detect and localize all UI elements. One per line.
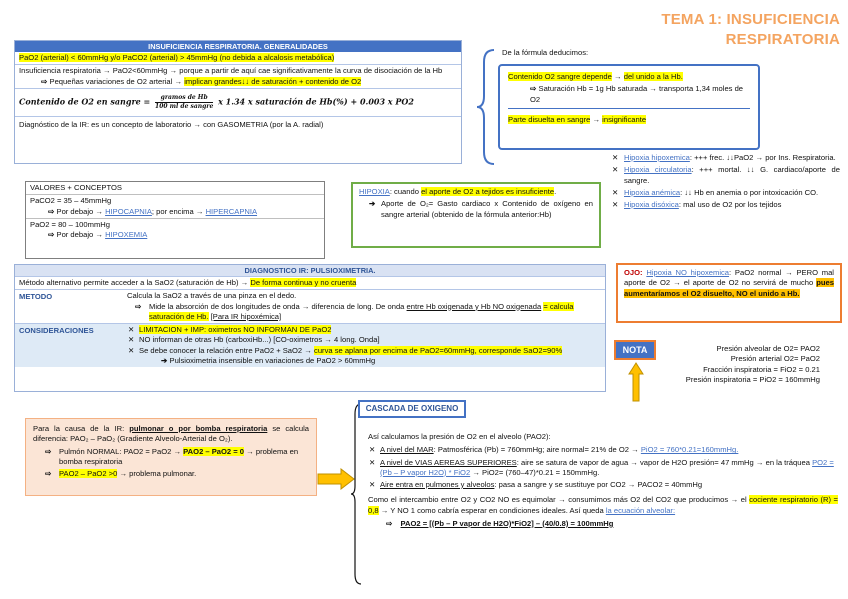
arrow-right-icon: → xyxy=(103,66,111,76)
ir-line-c: porque a partir de aquí cae significativamente la curva de disociación de la Hb xyxy=(179,66,443,76)
causa-line2-a: Pulmón NORMAL: PAO2 = PaO2 → xyxy=(59,446,182,456)
cascada-title: CASCADA DE OXIGENO xyxy=(358,400,466,418)
diagnostico-intro xyxy=(15,276,605,289)
pao2-row xyxy=(26,219,324,242)
causa-line1-c: se calcula diferencia: PAO₂ – PaO₂ (Gradiente Alveolo-Arterial de O₂). xyxy=(33,424,309,444)
valores-box xyxy=(25,181,325,259)
metodo-line-1: Calcula la SaO2 a través de una pinza en el dedo. xyxy=(127,291,297,301)
cascada-item2-b: : aire se satura de vapor de agua → vapor de H2O presión= 47 mmHg xyxy=(516,457,754,467)
contenido-line1-a: Contenido O2 sangre depende xyxy=(508,72,612,81)
cascada-item2-c: → en la tráquea xyxy=(755,457,810,467)
nota-badge: NOTA xyxy=(614,340,656,360)
formula-fraction xyxy=(155,94,213,111)
arrow-right-icon: → xyxy=(95,230,103,239)
double-arrow-icon: ⇨ xyxy=(386,518,393,528)
disuelta-b: insignificante xyxy=(602,114,647,124)
aporte-line xyxy=(359,199,593,220)
ojo-box xyxy=(616,263,842,323)
formula-rhs: x 1.34 x saturación de Hb(%) + 0.003 x PO2 xyxy=(218,96,414,107)
hipoxia-type-name[interactable]: Hipoxia disóxica xyxy=(624,200,679,209)
consideraciones-label: CONSIDERACIONES xyxy=(19,326,94,335)
formula-lhs: Contenido de O2 en sangre = xyxy=(19,96,151,107)
causa-line3-a: PAO2 – PaO2 >0 xyxy=(59,469,118,478)
cascada-item2-a: A nivel de VIAS AEREAS SUPERIORES xyxy=(380,457,517,467)
metodo-line-2b: entre Hb oxigenada y Hb NO oxigenada xyxy=(406,301,542,311)
arrow-right-icon: → xyxy=(174,76,183,86)
causa-line3-b: → problema pulmonar. xyxy=(119,469,197,478)
x-bullet-icon: ✕ xyxy=(612,187,619,197)
diagnostico-box xyxy=(14,264,606,392)
causa-line1-b: pulmonar o por bomba respiratoria xyxy=(129,424,268,433)
list-item xyxy=(612,165,840,186)
nota-line: Fracción inspiratoria = FiO2 = 0.21 xyxy=(703,364,820,374)
metodo-row xyxy=(15,289,605,323)
pao2-value: PaO2 = 80 – 100mmHg xyxy=(30,219,110,229)
list-item xyxy=(612,200,840,210)
list-item xyxy=(368,480,838,490)
contenido-line1-b: del unido a la Hb. xyxy=(623,72,683,81)
consid-2a: NO informan de otras Hb (carboxiHb...) xyxy=(139,335,272,345)
arrow-right-icon: → xyxy=(95,206,103,216)
consideraciones-values xyxy=(123,324,605,367)
diagnostico-header: DIAGNOSTICO IR: PULSIOXIMETRIA. xyxy=(15,265,605,276)
double-arrow-icon: ⇨ xyxy=(45,446,52,456)
causa-box xyxy=(25,418,317,496)
ojo-label: OJO: xyxy=(624,268,643,277)
contenido-box xyxy=(498,64,760,150)
hipoxia-type-name[interactable]: Hipoxia anémica xyxy=(624,187,681,197)
cascada-item3-b: : pasa a sangre y se sustituye por CO2 → PACO2 = 40mmHg xyxy=(494,480,703,489)
cascada-item2-d[interactable]: PO2 = (Pb – P vapor H2O) * FiO2 xyxy=(380,457,834,477)
metodo-line-2a: Mide la absorción de dos longitudes de onda → diferencia de long. De onda xyxy=(149,301,405,311)
formula-numerator: gramos de Hb xyxy=(155,94,213,103)
list-item xyxy=(127,325,601,335)
cascada-exchange-d[interactable]: la ecuación alveolar: xyxy=(605,505,676,515)
cascada-item1-a: A nivel del MAR xyxy=(380,445,434,455)
valores-header: VALORES + CONCEPTOS xyxy=(26,182,324,195)
curly-brace-icon xyxy=(350,402,362,586)
arrow-bullet-icon: ➔ xyxy=(161,355,168,365)
paco2-below: Por debajo xyxy=(56,206,94,216)
hipoxia-type-text: : ↓↓ Hb en anemia o por intoxicación CO. xyxy=(680,187,819,197)
diagnosis-b: con GASOMETRIA (por la A. radial) xyxy=(203,119,324,129)
causa-line2 xyxy=(33,447,309,468)
paco2-row xyxy=(26,195,324,219)
cascada-exchange xyxy=(368,495,838,516)
ir-line-b: PaO2<60mmHg xyxy=(112,66,168,76)
generalidades-definition-row xyxy=(15,52,461,65)
arrow-bullet-icon: ➔ xyxy=(369,199,376,209)
cascada-exchange-a: Como el intercambio entre O2 y CO2 NO es equimolar → consumimos más O2 del CO2 que producimos → el xyxy=(368,495,747,505)
x-bullet-icon: ✕ xyxy=(128,335,135,345)
hipoxia-types-list xyxy=(612,153,840,212)
hipoxia-type-name[interactable]: Hipoxia hipoxemica xyxy=(624,153,690,162)
paco2-value: PaCO2 = 35 – 45mmHg xyxy=(30,196,112,206)
cascada-item3-a: Aire entra en pulmones y alveolos xyxy=(380,480,495,489)
disuelta-a: Parte disuelta en sangre xyxy=(508,114,591,124)
cascada-intro: Así calculamos la presión de O2 en el alveolo (PAO2): xyxy=(368,432,551,441)
arrow-right-icon: → xyxy=(614,72,622,81)
double-arrow-icon: ⇨ xyxy=(41,76,48,86)
generalidades-definition: PaO2 (arterial) < 60mmHg y/o PaCO2 (arterial) > 45mmHg (no debida a alcalosis metabólica) xyxy=(19,53,335,62)
pao2-below: Por debajo xyxy=(56,230,94,239)
paco2-above: ; por encima xyxy=(151,206,194,216)
ojo-hipoxia-link[interactable]: Hipoxia NO hipoxemica xyxy=(646,268,730,277)
cascada-item1-c[interactable]: PiO2 = 760*0.21=160mmHg. xyxy=(640,445,739,455)
cascada-item1-b: : Patmosférica (Pb) = 760mmHg; aire normal= 21% de O2 → xyxy=(433,445,639,455)
cascada-exchange-c: → Y NO 1 como cabría esperar en condiciones ideales. Así queda xyxy=(380,505,604,515)
hipoxia-def-b: el aporte de O2 a tejidos es insuficiente xyxy=(421,187,555,196)
double-arrow-icon: ⇨ xyxy=(48,230,55,239)
causa-line1-a: Para la causa de la IR: xyxy=(33,424,125,433)
diagnostico-intro-b: De forma continua y no cruenta xyxy=(250,278,357,287)
double-arrow-icon: ⇨ xyxy=(48,206,55,216)
list-item xyxy=(127,335,601,345)
list-item xyxy=(612,188,840,198)
nota-line: Presión inspiratoria = PiO2 = 160mmHg xyxy=(685,374,820,384)
hipoxia-type-text: : +++ frec. ↓↓PaO2 → por Ins. Respiratoria. xyxy=(689,153,836,162)
consid-3b: curva se aplana por encima de PaO2=60mmHg, corresponde SaO2=90% xyxy=(314,345,563,355)
curly-brace-icon xyxy=(476,48,496,166)
hipoxia-type-text: : mal uso de O2 por los tejidos xyxy=(678,200,782,209)
hipoxia-box: HIPOXIA: cuando el aporte de O2 a tejidos es insuficiente. ➔ Aporte de O₂= Gasto cardiaco x Contenido de oxígeno en sangre arterial (obtenido de la fórmula anterior:Hb) xyxy=(351,182,601,248)
causa-line2-c: → problema en bomba respiratoria xyxy=(59,446,299,466)
consid-4: Pulsioximetria insensible en variaciones de PaO2 > 60mmHg xyxy=(169,355,376,365)
x-bullet-icon: ✕ xyxy=(612,165,619,175)
formula-denominator: 100 ml de sangre xyxy=(155,102,214,110)
double-arrow-icon: ⇨ xyxy=(135,301,142,311)
generalidades-lines xyxy=(15,65,461,89)
ir-line-a: Insuficiencia respiratoria xyxy=(19,66,101,76)
causa-line3 xyxy=(33,469,309,479)
arrow-right-icon: → xyxy=(169,66,178,76)
arrow-right-icon: → xyxy=(240,278,249,287)
arrow-right-icon: → xyxy=(304,345,312,355)
metodo-line-2d: [Para IR hipoxémica] xyxy=(210,311,282,321)
diagnosis-a: Diagnóstico de la IR: es un concepto de laboratorio xyxy=(19,119,192,129)
generalidades-header: INSUFICIENCIA RESPIRATORIA. GENERALIDADES xyxy=(15,41,461,52)
arrow-right-icon: → xyxy=(195,206,204,216)
x-bullet-icon: ✕ xyxy=(128,345,135,355)
metodo-values xyxy=(123,290,605,323)
list-item xyxy=(368,458,838,479)
hipoxia-type-text: : +++ mortal. ↓↓ G. cardiaco/aporte de sangre. xyxy=(624,165,840,185)
saturation-line: Saturación Hb = 1g Hb saturada → transporta 1,34 moles de O2 xyxy=(530,84,744,104)
nota-line: Presión arterial O2= PaO2 xyxy=(730,354,820,364)
hipoxia-def-a: : cuando xyxy=(389,187,419,196)
generalidades-box xyxy=(14,40,462,164)
variation-line-b: implican grandes↓↓ de saturación + contenido de O2 xyxy=(184,76,362,86)
diagnosis-line xyxy=(15,117,461,131)
hipoxia-type-name[interactable]: Hipoxia circulatoria xyxy=(624,165,692,175)
consid-2b: [CO-oximetros → 4 long. Onda] xyxy=(273,335,380,345)
cascada-body xyxy=(368,432,838,529)
page-title: TEMA 1: INSUFICIENCIA RESPIRATORIA xyxy=(661,11,840,49)
causa-line2-b: PAO2 – PaO2 = 0 xyxy=(183,446,245,456)
divider xyxy=(508,108,750,109)
hipoxemia-link[interactable]: HIPOXEMIA xyxy=(105,230,148,239)
alveolar-equation: PAO2 = [(Pb – P vapor de H2O)*FiO2] – (40/0.8) = 100mmHg xyxy=(400,518,614,528)
alveolar-equation-row xyxy=(368,519,838,529)
consid-3a: Se debe conocer la relación entre PaO2 + SaO2 xyxy=(139,345,303,355)
hipercapnia-link[interactable]: HIPERCAPNIA xyxy=(205,206,258,216)
double-arrow-icon: ⇨ xyxy=(530,84,537,94)
nota-line: Presión alveolar de O2= PAO2 xyxy=(716,344,820,353)
metodo-line-2c: = calcula saturación de Hb. xyxy=(149,301,574,321)
list-item xyxy=(368,445,838,455)
arrow-right-icon: → xyxy=(193,119,201,129)
variation-line-a: Pequeñas variaciones de O2 arterial xyxy=(49,76,173,86)
list-item xyxy=(612,153,840,163)
x-bullet-icon: ✕ xyxy=(369,457,376,467)
hipocapnia-link[interactable]: HIPOCAPNIA xyxy=(105,206,152,216)
consid-4-row xyxy=(127,356,601,366)
diagnostico-intro-a: Método alternativo permite acceder a la SaO2 (saturación de Hb) xyxy=(19,278,239,287)
ojo-text-a: : PaO2 normal → PERO mal aporte de O2 → el aporte de O2 no servirá de mucho xyxy=(624,268,834,288)
cascada-exchange-b: cociente respiratorio (R) = 0,8 xyxy=(368,495,838,515)
consideraciones-row xyxy=(15,323,605,367)
metodo-label: METODO xyxy=(19,292,53,302)
hipoxia-label[interactable]: HIPOXIA xyxy=(359,187,390,196)
nota-lines xyxy=(640,344,840,385)
x-bullet-icon: ✕ xyxy=(128,325,135,334)
x-bullet-icon: ✕ xyxy=(369,480,376,489)
cascada-item2-e: → PiO2= (760–47)*0.21 = 150mmHg. xyxy=(472,467,600,477)
x-bullet-icon: ✕ xyxy=(612,200,619,209)
consid-1: LIMITACION + IMP: oximetros NO INFORMAN DE PaO2 xyxy=(139,325,332,334)
x-bullet-icon: ✕ xyxy=(612,153,619,162)
oxygen-content-formula xyxy=(15,89,461,117)
aporte-text: Aporte de O₂= Gasto cardiaco x Contenido de oxígeno en sangre arterial (obtenido de la fórmula anterior:Hb) xyxy=(381,199,593,219)
x-bullet-icon: ✕ xyxy=(369,445,376,455)
list-item xyxy=(127,346,601,356)
ojo-text-b: pues aumentaríamos el O2 disuelto, NO el unido a Hb. xyxy=(624,278,834,298)
formula-intro: De la fórmula deducimos: xyxy=(502,48,589,57)
arrow-up-icon xyxy=(628,362,644,402)
double-arrow-icon: ⇨ xyxy=(45,469,52,478)
arrow-right-icon: → xyxy=(592,114,601,124)
